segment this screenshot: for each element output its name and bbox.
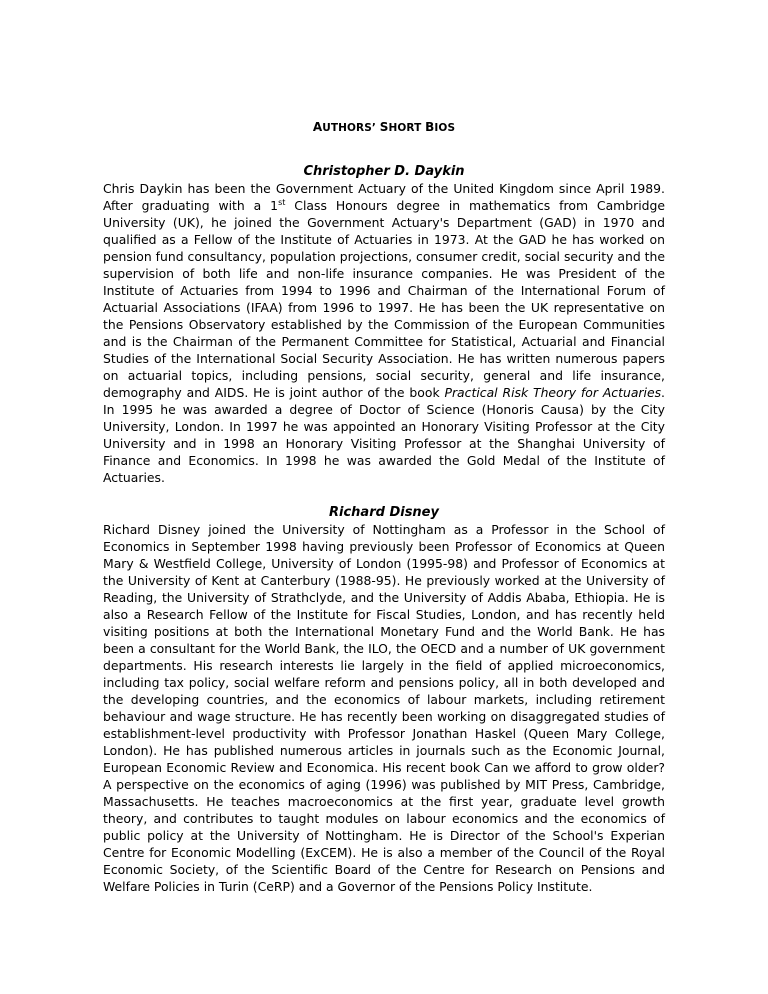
book-title: Practical Risk Theory for Actuaries (444, 385, 662, 400)
title-a-rest: UTHORS (322, 122, 372, 134)
document-title (103, 120, 665, 134)
title-b-cap: B (425, 120, 435, 134)
author-bio: Richard Disney joined the University of Nottingham as a Professor in the School of Economics in September 1998 having previously been Professor of Economics at Queen Mary & Westfield College, University of London (1995-98) and Professor of Economics at the University of Kent at Canterbury (1988-95). He previously worked at the University of Reading, the University of Strathclyde, and the University of Addis Ababa, Ethiopia. He is also a Research Fellow of the Institute for Fiscal Studies, London, and has recently held visiting positions at both the International Monetary Fund and the World Bank. He has been a consultant for the World Bank, the ILO, the OECD and a number of UK government departments. His research interests lie largely in the field of applied microeconomics, including tax policy, social welfare reform and pensions policy, all in both developed and the developing countries, and the economics of labour markets, including retirement behaviour and wage structure. He has recently been working on disaggregated studies of establishment-level productivity with Professor Jonathan Haskel (Queen Mary College, London). He has published numerous articles in journals such as the Economic Journal, European Economic Review and Economica. His recent book Can we afford to grow older? A perspective on the economics of aging (1996) was published by MIT Press, Cambridge, Massachusetts. He teaches macroeconomics at the first year, graduate level growth theory, and contributes to taught modules on labour economics and the economics of public policy at the University of Nottingham. He is Director of the School's Experian Centre for Economic Modelling (ExCEM). He is also a member of the Council of the Royal Economic Society, of the Scientific Board of the Centre for Research on Pensions and Welfare Policies in Turin (CeRP) and a Governor of the Pensions Policy Institute. (103, 522, 665, 894)
author-bio (103, 180, 665, 486)
title-s-rest: HORT (388, 122, 426, 134)
author-name: Christopher D. Daykin (303, 164, 465, 179)
bio-part-2: Class Honours degree in mathematics from Cambridge University (UK), he joined the Government Actuary's Department (GAD) in 1970 and qualified as a Fellow of the Institute of Actuaries in 1973. At the GAD he has worked on pension fund consultancy, population projections, consumer credit, social security and the supervision of both life and non-life insurance companies. He was President of the Institute of Actuaries from 1994 to 1996 and Chairman of the International Forum of Actuarial Associations (IFAA) from 1996 to 1997. He has been the UK representative on the Pensions Observatory established by the Commission of the European Communities and is the Chairman of the Permanent Committee for Statistical, Actuarial and Financial Studies of the International Social Security Association. He has written numerous papers on actuarial topics, including pensions, social security, general and life insurance, demography and AIDS. He is joint author of the book (103, 198, 665, 400)
title-apostrophe: ’ (371, 122, 380, 134)
title-b-rest: IOS (434, 122, 456, 134)
author-section-daykin (103, 163, 665, 486)
ordinal-superscript: st (278, 197, 286, 207)
title-s-cap: S (379, 120, 389, 134)
bio-part-3: . In 1995 he was awarded a degree of Doctor of Science (Honoris Causa) by the City University, London. In 1997 he was appointed an Honorary Visiting Professor at the City University and in 1998 an Honorary Visiting Professor at the Shanghai University of Finance and Economics. In 1998 he was awarded the Gold Medal of the Institute of Actuaries. (103, 385, 665, 485)
title-a-cap: A (312, 120, 323, 134)
author-name: Richard Disney (329, 505, 439, 520)
author-section-disney (103, 504, 665, 895)
bio-part-1: Chris Daykin has been the Government Actuary of the United Kingdom since April 1989. After graduating with a 1 (103, 181, 665, 213)
